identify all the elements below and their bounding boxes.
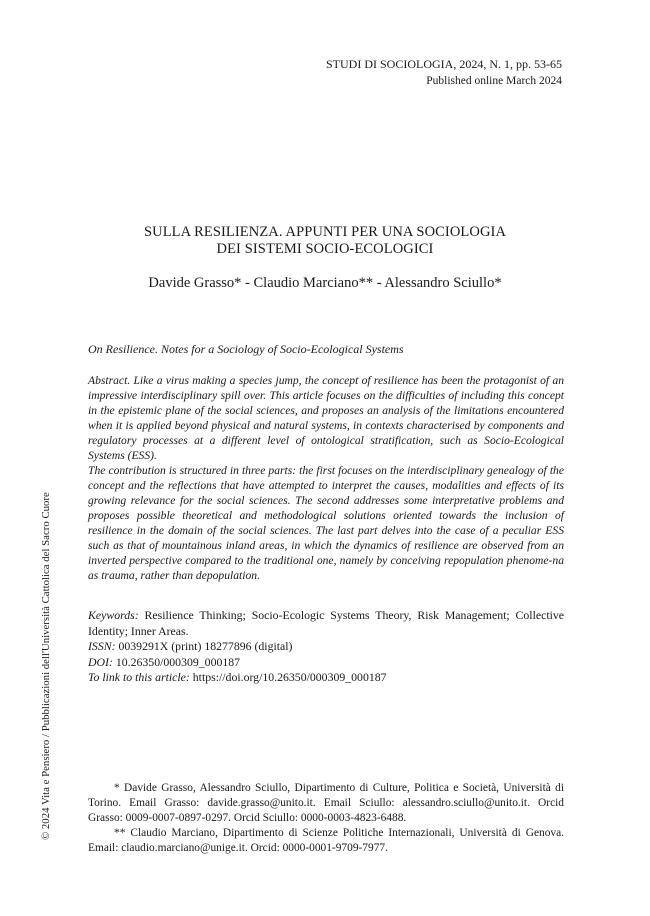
keywords-label: Keywords: (88, 608, 139, 622)
journal-citation: STUDI DI SOCIOLOGIA, 2024, N. 1, pp. 53-65 (326, 57, 562, 71)
article-link (88, 670, 564, 686)
doi-value: 10.26350/000309_000187 (115, 654, 241, 669)
copyright-sidebar: © 2024 Vita e Pensiero / Pubblicazioni dell'Università Cattolica del Sacro Cuore (40, 492, 52, 840)
keywords-value: Resilience Thinking; Socio-Ecologic Systems Theory, Risk Management; Collective Identity; Inner Areas. (88, 608, 565, 638)
issn (88, 639, 564, 655)
journal-header (326, 56, 562, 90)
footnotes (88, 781, 564, 856)
footnote-2: ** Claudio Marciano, Dipartimento di Scienze Politiche Internazionali, Università di Genova. Email: claudio.marciano@unige.it. Orcid: 0000-0001-9709-7977. (88, 827, 564, 854)
article-title-line-1: SULLA RESILIENZA. APPUNTI PER UNA SOCIOLOGIA (143, 224, 507, 240)
issn-label: ISSN: (88, 639, 116, 653)
abstract-paragraph-2: The contribution is structured in three parts: the first focuses on the interdisciplinary genealogy of the concept and the reflections that have attempted to interpret the causes, modalities and effects of its growing relevance for the social sciences. The second addresses some interpretative problems and proposes possible theoretical and methodological solutions oriented towards the inclusion of resilience in the domain of the social sciences. The last part delves into the case of a peculiar ESS such as that of mountainous inland areas, in which the dynamics of resilience are observed from an inverted perspective compared to the traditional one, namely by conceiving repopulation phenome-na as trauma, rather than depopulation. (88, 464, 564, 582)
article-link-url[interactable]: https://doi.org/10.26350/000309_000187 (192, 670, 387, 684)
abstract-paragraph-1: Abstract. Like a virus making a species jump, the concept of resilience has been the protagonist of an impressive interdisciplinary spill over. This article focuses on the difficulties of including this concept in the epistemic plane of the social sciences, and proposes an analysis of the limitations encountered when it is applied beyond physical and natural systems, in contexts characterised by components and regulatory processes at a different level of ontological stratification, such as Socio-Ecological Systems (ESS). (88, 374, 564, 462)
keywords (88, 608, 564, 639)
article-title (88, 224, 562, 258)
issn-value: 0039291X (print) 18277896 (digital) (118, 639, 293, 653)
doi (88, 655, 564, 671)
english-title: On Resilience. Notes for a Sociology of Socio-Ecological Systems (88, 342, 404, 356)
abstract (88, 373, 564, 583)
footnote-1: * Davide Grasso, Alessandro Sciullo, Dipartimento di Culture, Politica e Società, Università di Torino. Email Grasso: davide.grasso@unito.it. Email Sciullo: alessandro.sciullo@unito.it. Orcid Grasso: 0009-0007-0897-0297. Orcid Sciullo: 0000-0003-4823-6488. (88, 782, 564, 824)
article-title-line-2: DEI SISTEMI SOCIO-ECOLOGICI (216, 241, 434, 257)
doi-label: DOI: (88, 654, 113, 669)
published-date: Published online March 2024 (426, 75, 562, 87)
article-metadata (88, 608, 564, 686)
article-link-label: To link to this article: (88, 670, 190, 684)
article-authors: Davide Grasso* - Claudio Marciano** - Alessandro Sciullo* (148, 275, 502, 291)
